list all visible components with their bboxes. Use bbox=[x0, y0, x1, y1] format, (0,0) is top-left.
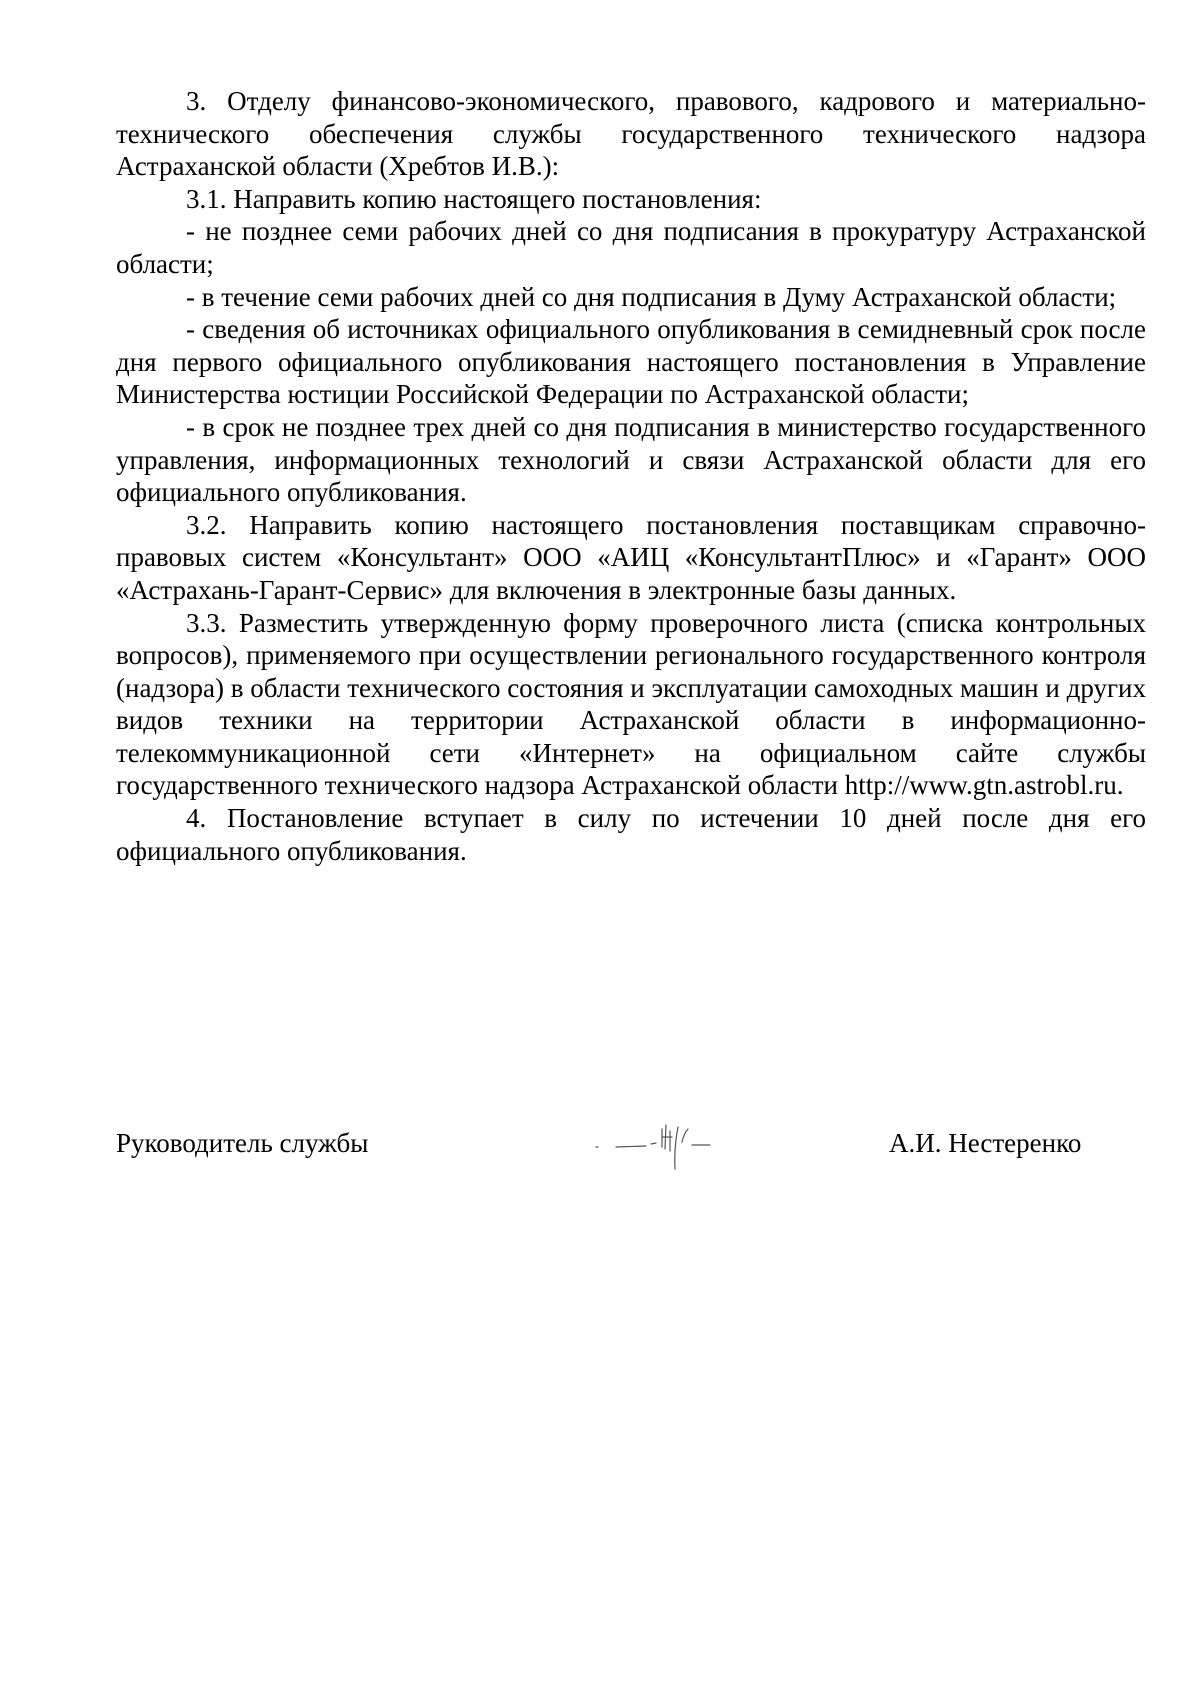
signatory-title: Руководитель службы bbox=[116, 1128, 369, 1158]
paragraph-3-1-item-3: - сведения об источниках официального опубликования в семидневный срок после дня первого официального опубликования настоящего постановления в Управление Министерства юстиции Российской Федерации по Астраханской области; bbox=[116, 314, 1146, 410]
paragraph-3-3: 3.3. Разместить утвержденную форму проверочного листа (списка контрольных вопросов), применяемого при осуществлении регионального государственного контроля (надзора) в области технического состояния и эксплуатации самоходных машин и других видов техники на территории Астраханской области в информационно-телекоммуникационной сети «Интернет» на официальном сайте службы государственного технического надзора Астраханской области http://www.gtn.astrobl.ru. bbox=[116, 607, 1146, 801]
signatory-name: А.И. Нестеренко bbox=[889, 1128, 1082, 1158]
document-body bbox=[116, 85, 1146, 867]
paragraph-3-1-item-2: - в течение семи рабочих дней со дня подписания в Думу Астраханской области; bbox=[186, 281, 1117, 312]
paragraph-3-1-item-1: - не позднее семи рабочих дней со дня подписания в прокуратуру Астраханской области; bbox=[116, 216, 1146, 279]
paragraph-3-1: 3.1. Направить копию настоящего постановления: bbox=[186, 183, 762, 214]
paragraph-4: 4. Постановление вступает в силу по истечении 10 дней после дня его официального опубликования. bbox=[116, 803, 1146, 866]
signature-block bbox=[116, 1127, 1146, 1187]
paragraph-3: 3. Отделу финансово-экономического, правового, кадрового и материально-технического обеспечения службы государственного технического надзора Астраханской области (Хребтов И.В.): bbox=[116, 86, 1146, 182]
handwritten-signature-icon bbox=[586, 1107, 736, 1177]
paragraph-3-1-item-4: - в срок не позднее трех дней со дня подписания в министерство государственного управления, информационных технологий и связи Астраханской области для его официального опубликования. bbox=[116, 411, 1146, 508]
paragraph-3-2: 3.2. Направить копию настоящего постановления поставщикам справочно-правовых систем «Консультант» ООО «АИЦ «КонсультантПлюс» и «Гарант» ООО «Астрахань-Гарант-Сервис» для включения в электронные базы данных. bbox=[116, 509, 1146, 605]
